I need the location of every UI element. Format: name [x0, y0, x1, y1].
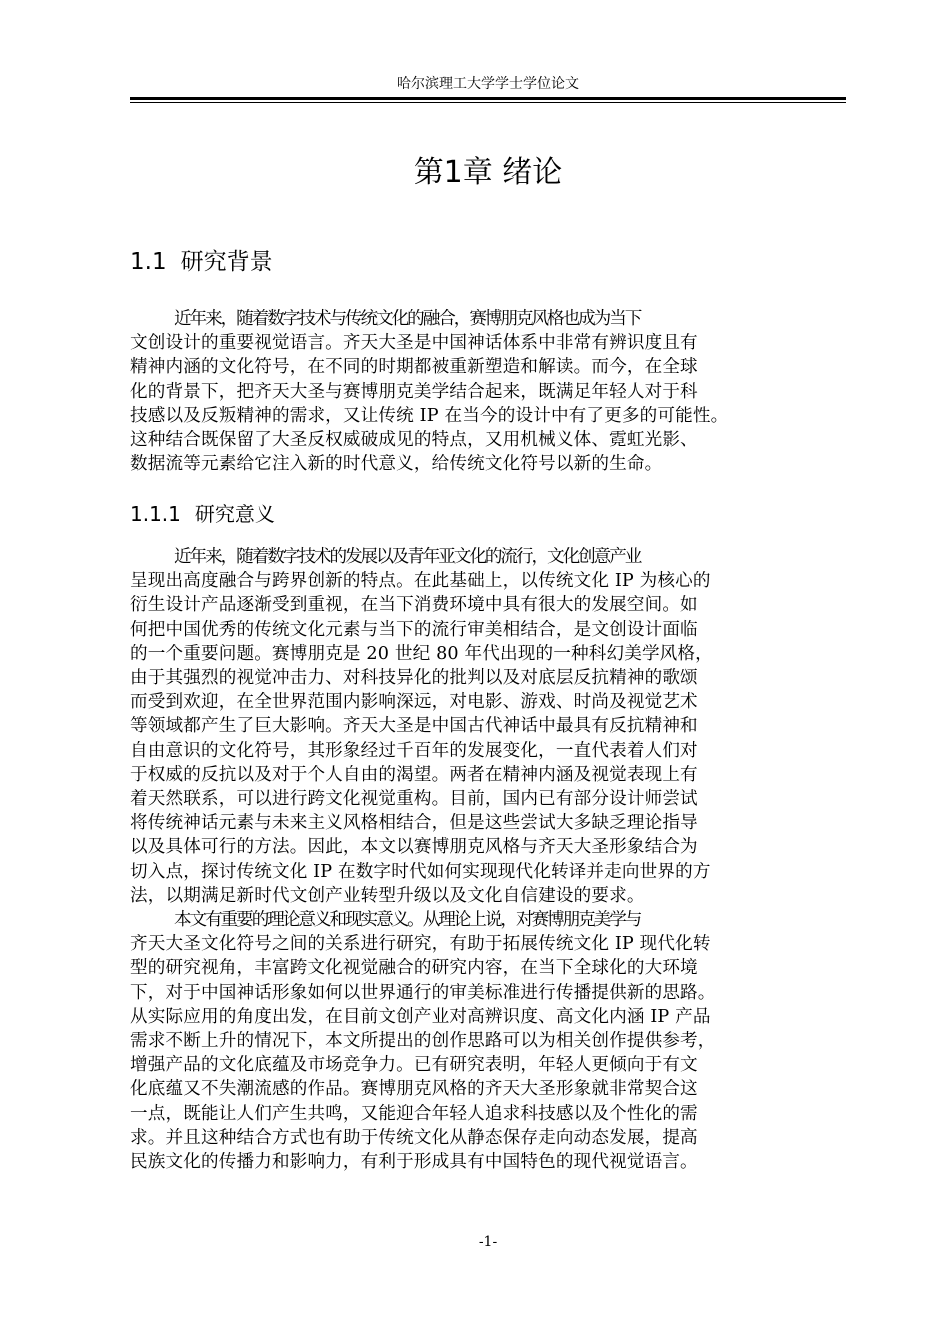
paragraph-line: 于权威的反抗以及对于个人自由的渴望。两者在精神内涵及视觉表现上有 [130, 764, 698, 785]
paragraph-line: 而受到欢迎，在全世界范围内影响深远，对电影、游戏、时尚及视觉艺术 [130, 692, 698, 713]
paragraph-line: 由于其强烈的视觉冲击力、对科技异化的批判以及对底层反抗精神的歌颂 [130, 668, 698, 689]
subsection-number: 1.1.1 [130, 502, 181, 526]
paragraph-line: 将传统神话元素与未来主义风格相结合，但是这些尝试大多缺乏理论指导 [130, 813, 698, 834]
paragraph-line: 以及具体可行的方法。因此，本文以赛博朋克风格与齐天大圣形象结合为 [130, 837, 698, 858]
paragraph-line: 型的研究视角，丰富跨文化视觉融合的研究内容，在当下全球化的大环境 [130, 958, 698, 979]
paragraph-line: 精神内涵的文化符号，在不同的时期都被重新塑造和解读。而今，在全球 [130, 357, 698, 378]
paragraph-line: 等领域都产生了巨大影响。齐天大圣是中国古代神话中最具有反抗精神和 [130, 716, 698, 737]
paragraph-line: 自由意识的文化符号，其形象经过千百年的发展变化，一直代表着人们对 [130, 740, 698, 761]
section-heading [130, 246, 273, 278]
chapter-title: 第1章 绪论 [413, 155, 563, 190]
paragraph-line: 齐天大圣文化符号之间的关系进行研究，有助于拓展传统文化 IP 现代化转 [130, 934, 711, 955]
paragraph-line: 呈现出高度融合与跨界创新的特点。在此基础上，以传统文化 IP 为核心的 [130, 571, 711, 592]
paragraph-line: 需求不断上升的情况下，本文所提出的创作思路可以为相关创作提供参考， [130, 1031, 716, 1052]
paragraph-line: 法，以期满足新时代文创产业转型升级以及文化自信建设的要求。 [130, 885, 645, 906]
section-number: 1.1 [130, 249, 167, 275]
header-rule-thick [130, 97, 846, 100]
running-header: 哈尔滨理工大学学士学位论文 [397, 76, 579, 92]
paragraph-line: 这种结合既保留了大圣反权威破成见的特点，又用机械义体、霓虹光影、 [130, 430, 698, 451]
paragraph-line: 近年来，随着数字技术的发展以及青年亚文化的流行，文化创意产业 [174, 547, 641, 567]
section-paragraph [130, 307, 846, 476]
section-title: 研究背景 [180, 249, 273, 275]
paragraph-line: 化底蕴又不失潮流感的作品。赛博朋克风格的齐天大圣形象就非常契合这 [130, 1079, 698, 1100]
paragraph-line: 衍生设计产品逐渐受到重视，在当下消费环境中具有很大的发展空间。如 [130, 595, 698, 616]
paragraph-line: 求。并且这种结合方式也有助于传统文化从静态保存走向动态发展，提高 [130, 1127, 698, 1148]
paragraph-line: 文创设计的重要视觉语言。齐天大圣是中国神话体系中非常有辨识度且有 [130, 333, 698, 354]
paragraph-line: 切入点，探讨传统文化 IP 在数字时代如何实现现代化转译并走向世界的方 [130, 861, 711, 882]
paragraph-line: 本文有重要的理论意义和现实意义。从理论上说，对赛博朋克美学与 [174, 910, 641, 930]
subsection-paragraph-1 [130, 545, 846, 908]
paragraph-line: 下，对于中国神话形象如何以世界通行的审美标准进行传播提供新的思路。 [130, 982, 716, 1003]
paragraph-line: 一点，既能让人们产生共鸣，又能迎合年轻人追求科技感以及个性化的需 [130, 1103, 698, 1124]
paragraph-line: 近年来，随着数字技术与传统文化的融合，赛博朋克风格也成为当下 [174, 309, 641, 329]
paragraph-line: 的一个重要问题。赛博朋克是 20 世纪 80 年代出现的一种科幻美学风格， [130, 643, 713, 664]
subsection-title: 研究意义 [194, 502, 275, 526]
paragraph-line: 增强产品的文化底蕴及市场竞争力。已有研究表明，年轻人更倾向于有文 [130, 1055, 698, 1076]
paragraph-line: 数据流等元素给它注入新的时代意义，给传统文化符号以新的生命。 [130, 454, 663, 475]
subsection-heading [130, 500, 275, 528]
subsection-paragraph-2 [130, 908, 846, 1174]
paragraph-line: 从实际应用的角度出发，在目前文创产业对高辨识度、高文化内涵 IP 产品 [130, 1006, 711, 1027]
header-rule-thin [130, 102, 846, 103]
paragraph-line: 技感以及反叛精神的需求，又让传统 IP 在当今的设计中有了更多的可能性。 [130, 405, 729, 426]
paragraph-line: 化的背景下，把齐天大圣与赛博朋克美学结合起来，既满足年轻人对于科 [130, 381, 698, 402]
paragraph-line: 民族文化的传播力和影响力，有利于形成具有中国特色的现代视觉语言。 [130, 1152, 698, 1173]
page-number: -1- [478, 1234, 498, 1250]
paragraph-line: 着天然联系，可以进行跨文化视觉重构。目前，国内已有部分设计师尝试 [130, 789, 698, 810]
paragraph-line: 何把中国优秀的传统文化元素与当下的流行审美相结合，是文创设计面临 [130, 619, 698, 640]
